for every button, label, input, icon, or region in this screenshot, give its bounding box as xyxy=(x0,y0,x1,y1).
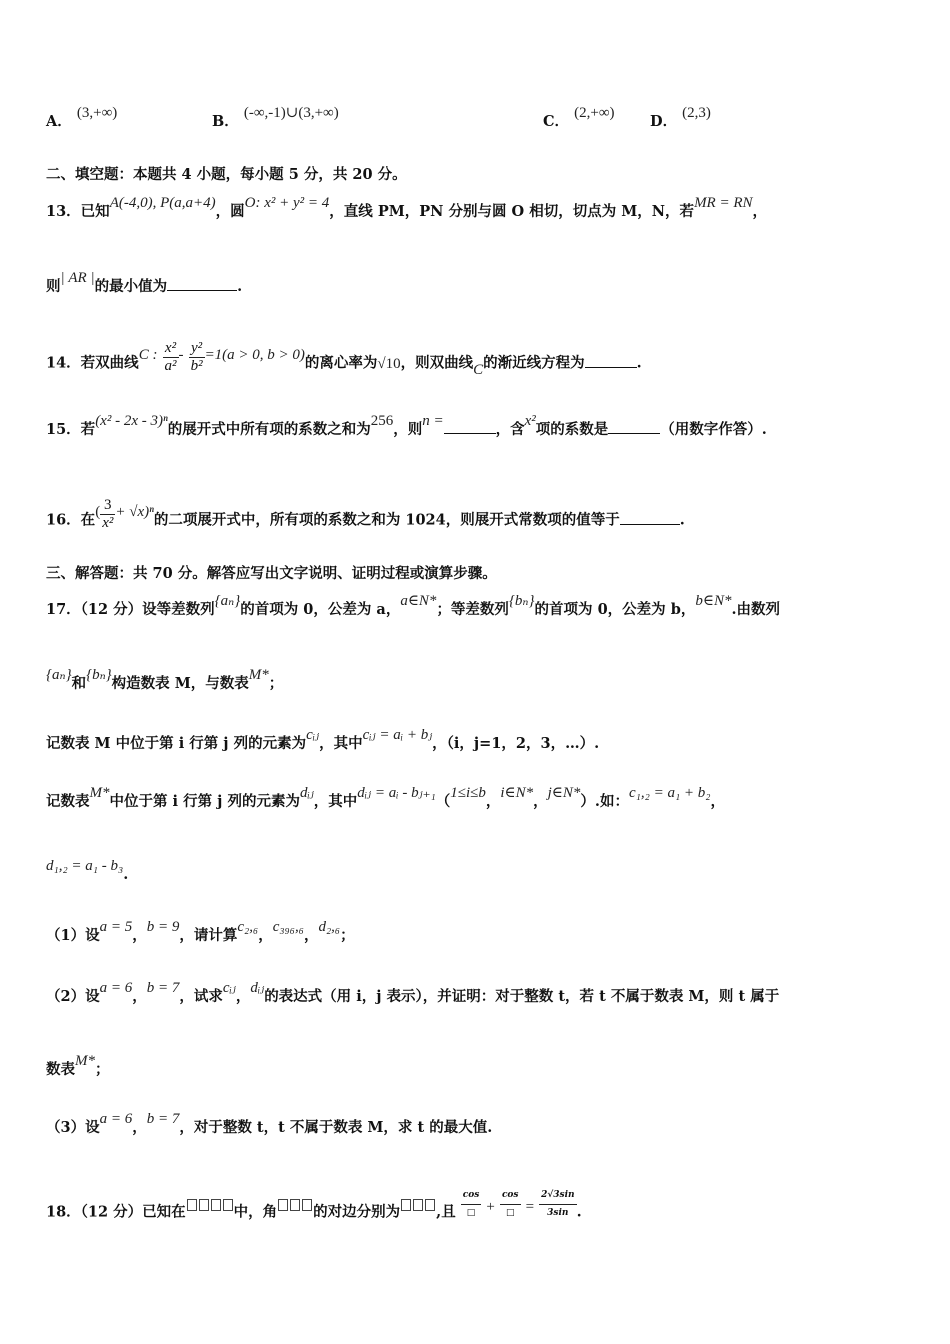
question-13-line-2 xyxy=(46,270,950,296)
q13-line2-pre: 则 xyxy=(46,278,61,295)
q17-p1-sep2: ， xyxy=(258,927,273,944)
q13-t3: ， xyxy=(752,203,768,220)
q18-eq: = xyxy=(525,1198,535,1215)
q18-side-glyph-1 xyxy=(401,1199,411,1211)
q15-t2: ，则 xyxy=(393,421,423,438)
option-a-label: A． xyxy=(46,113,72,130)
question-18 xyxy=(46,1190,950,1230)
q13-answer-blank[interactable] xyxy=(167,276,237,291)
q14-answer-blank[interactable] xyxy=(585,353,637,368)
q14-curve: C : xyxy=(138,346,158,363)
q17-l4-text-b: 中位于第 i 行第 j 列的元素为 xyxy=(109,793,300,810)
q17-l4-text-a: 记数表 xyxy=(46,793,90,810)
q18-missing-glyph-2 xyxy=(199,1199,209,1211)
q18-angle-text: 中，角 xyxy=(233,1203,278,1221)
q17-l3-where: ，其中 xyxy=(319,735,363,752)
q17-l3-range: ，（i，j=1，2，3，…）. xyxy=(432,735,600,752)
q17-p1-a: a = 5 xyxy=(99,919,133,935)
q17-l3-cij: cᵢⱼ xyxy=(306,727,320,743)
question-14 xyxy=(46,340,950,381)
q17-a-in-n: a∈N* xyxy=(400,593,437,609)
q17-l4-where: ，其中 xyxy=(313,793,358,810)
q18-frac-rhs: $\frac{2√3\sin}{3\sin}$ xyxy=(539,1187,576,1222)
q17-part-1 xyxy=(46,919,950,945)
q13-t2: ，直线 PM，PN 分别与圆 O 相切，切点为 M，N，若 xyxy=(329,203,695,220)
q18-angle-glyph-1 xyxy=(278,1199,288,1211)
question-17-line-4 xyxy=(46,785,950,811)
option-b-label: B． xyxy=(212,113,239,130)
q14-frac-x: $\frac{\text{x²}}{\text{a²}}$ xyxy=(164,340,177,374)
q14-frac-y: $\frac{\text{y²}}{\text{b²}}$ xyxy=(190,340,203,374)
q14-eq: =1(a > 0, b > 0) xyxy=(204,346,305,363)
q17-p2-find: ，试求 xyxy=(179,988,223,1005)
q17-l3-text: 记数表 M 中位于第 i 行第 j 列的元素为 xyxy=(46,735,307,752)
option-a-value: (3,+∞) xyxy=(76,105,118,121)
q17-text-d: 的首项为 0，公差为 b， xyxy=(534,601,696,618)
q16-rest: + √x)ⁿ xyxy=(115,503,154,520)
q18-angle-glyph-2 xyxy=(290,1199,300,1211)
q18-side-glyph-3 xyxy=(425,1199,435,1211)
q17-b-in-n: b∈N* xyxy=(695,593,732,609)
q16-frac: $\frac{3}{\text{x²}}$ xyxy=(102,497,114,531)
q18-end: . xyxy=(576,1203,582,1221)
q17-p3-b: b = 7 xyxy=(146,1111,180,1127)
question-17-line-1 xyxy=(46,593,950,619)
option-c-label: C． xyxy=(543,113,570,130)
section-2-heading: 二、填空题：本题共 4 小题，每小题 5 分，共 20 分。 xyxy=(46,166,407,183)
option-d-label: D． xyxy=(650,113,678,130)
q17-text-b: 的首项为 0，公差为 a， xyxy=(240,601,401,618)
q17-part-2-line-2 xyxy=(46,1053,950,1079)
q17-l4-example: c₁,₂ = a₁ + b₂ xyxy=(628,785,711,801)
q17-p2-a: a = 6 xyxy=(99,980,133,996)
q17-l5-end: . xyxy=(123,866,129,883)
q17-p2-label: （2）设 xyxy=(46,988,100,1005)
q17-p2-dij: dᵢⱼ xyxy=(250,980,265,996)
q17-p1-sep3: ， xyxy=(303,927,319,944)
q17-p2-mstar: M* xyxy=(75,1053,95,1069)
q16-num: 16．在 xyxy=(46,511,96,529)
question-16 xyxy=(46,497,950,538)
q17-l2-mstar: M* xyxy=(248,667,269,683)
q17-p2-sep1: ， xyxy=(132,988,147,1005)
q17-text-c: ；等差数列 xyxy=(436,601,509,618)
q13-end: . xyxy=(237,278,243,295)
q17-p3-sep1: ， xyxy=(132,1119,147,1136)
option-c-value: (2,+∞) xyxy=(574,105,615,121)
q13-num: 13．已知 xyxy=(46,203,110,220)
q18-missing-glyph-1 xyxy=(187,1199,197,1211)
q17-seq-b: {bₙ} xyxy=(508,593,535,609)
q13-points: A(-4,0), P(a,a+4) xyxy=(109,195,216,211)
q13-ar: | AR | xyxy=(60,270,95,286)
q17-l2-seq-a: {aₙ} xyxy=(46,667,72,683)
q15-t1: 的展开式中所有项的系数之和为 xyxy=(167,421,371,438)
q15-sum: 256 xyxy=(370,413,394,429)
option-c xyxy=(543,105,615,131)
q17-l4-j-in: j∈N* xyxy=(547,785,581,801)
q14-c: C xyxy=(473,361,484,378)
q17-l4-sep1: ， xyxy=(485,793,501,810)
section-3-heading: 三、解答题：共 70 分。解答应写出文字说明、证明过程或演算步骤。 xyxy=(46,565,497,582)
q17-seq-a: {aₙ} xyxy=(214,593,241,609)
q18-angle-glyph-3 xyxy=(302,1199,312,1211)
q14-end: . xyxy=(636,354,642,372)
q17-l4-comma: ， xyxy=(710,793,725,810)
q17-p1-label: （1）设 xyxy=(46,927,100,944)
q18-side-glyph-2 xyxy=(413,1199,423,1211)
option-b xyxy=(212,105,339,131)
q14-minus: - xyxy=(178,346,184,363)
q17-p1-end: ； xyxy=(340,927,355,944)
q14-t1: 的离心率为 xyxy=(304,354,378,372)
q17-l4-eg: ）.如： xyxy=(580,793,629,810)
q17-part-3 xyxy=(46,1111,950,1137)
option-b-value: (-∞,-1)∪(3,+∞) xyxy=(243,105,339,121)
q16-t1: 的二项展开式中，所有项的系数之和为 1024，则展开式常数项的值等于 xyxy=(153,511,620,529)
q15-num: 15．若 xyxy=(46,421,96,438)
q18-intro: 18．（12 分）已知在 xyxy=(46,1203,186,1221)
question-15 xyxy=(46,413,950,439)
q17-l4-dij: dᵢⱼ xyxy=(299,785,314,801)
q16-end: . xyxy=(679,511,685,529)
q17-p1-sep1: ， xyxy=(132,927,147,944)
q18-missing-glyph-4 xyxy=(223,1199,233,1211)
q14-t3: 的渐近线方程为 xyxy=(483,354,585,372)
q17-p3-text: ，对于整数 t，t 不属于数表 M，求 t 的最大值. xyxy=(179,1119,493,1136)
q17-l4-lparen: （ xyxy=(435,793,451,810)
q17-p2-sep2: ， xyxy=(235,988,251,1005)
q15-x2: x² xyxy=(524,413,536,429)
q18-frac-1: $\frac{\cos}{□}$ xyxy=(461,1187,482,1222)
q17-intro: 17．（12 分）设等差数列 xyxy=(46,601,215,618)
q15-answer-blank-2[interactable] xyxy=(608,419,660,434)
q15-expr: (x² - 2x - 3)ⁿ xyxy=(95,413,168,429)
q17-p1-c26: c₂,₆ xyxy=(237,919,259,935)
question-17-line-5 xyxy=(46,858,950,884)
q17-l5-example: d₁,₂ = a₁ - b₃ xyxy=(46,858,124,874)
q18-missing-glyph-3 xyxy=(211,1199,221,1211)
q13-condition: MR = RN xyxy=(694,195,753,211)
q14-ecc: √10 xyxy=(377,355,401,372)
q17-p2-b: b = 7 xyxy=(146,980,180,996)
q18-and: ,且 xyxy=(436,1203,456,1221)
q13-circle: O: x² + y² = 4 xyxy=(244,195,330,211)
question-13 xyxy=(46,195,950,221)
q17-l4-sep2: ， xyxy=(533,793,548,810)
q15-n: n = xyxy=(422,413,444,429)
q13-line2-post: 的最小值为 xyxy=(94,278,168,295)
q16-lp: ( xyxy=(95,503,101,520)
q17-l2-and: 和 xyxy=(71,675,87,692)
question-17-line-3 xyxy=(46,727,950,753)
q15-t5: （用数字作答）. xyxy=(660,421,767,438)
q17-l3-formula: cᵢⱼ = aᵢ + bⱼ xyxy=(362,727,433,743)
q18-frac-2: $\frac{\cos}{□}$ xyxy=(500,1187,521,1222)
option-d xyxy=(650,105,711,131)
q17-p3-label: （3）设 xyxy=(46,1119,100,1136)
question-17-line-2 xyxy=(46,667,950,693)
q17-l2-text: 构造数表 M，与数表 xyxy=(111,675,249,692)
q17-l4-i-in: i∈N* xyxy=(500,785,534,801)
q17-p3-a: a = 6 xyxy=(99,1111,133,1127)
q15-t4: 项的系数是 xyxy=(535,421,609,438)
q18-sides-text: 的对边分别为 xyxy=(313,1203,401,1221)
q14-num: 14．若双曲线 xyxy=(46,354,139,372)
q17-p1-c3966: c₃₉₆,₆ xyxy=(272,919,304,935)
option-d-value: (2,3) xyxy=(682,105,711,121)
q15-t3: ，含 xyxy=(495,421,525,438)
q16-answer-blank[interactable] xyxy=(620,510,680,525)
option-a xyxy=(46,105,118,131)
q17-p1-d26: d₂,₆ xyxy=(318,919,341,935)
q17-p2-l2-text: 数表 xyxy=(46,1061,75,1078)
q17-p2-l2-end: ； xyxy=(95,1061,110,1078)
q17-p1-compute: ，请计算 xyxy=(179,927,238,944)
q17-p2-text: 的表达式（用 i，j 表示），并证明：对于整数 t，若 t 不属于数表 M，则 t 属于 xyxy=(264,988,780,1005)
q17-l2-seq-b: {bₙ} xyxy=(86,667,112,683)
q17-l4-formula: dᵢⱼ = aᵢ - bⱼ₊₁ xyxy=(357,785,436,801)
q14-t2: ，则双曲线 xyxy=(400,354,474,372)
q13-t1: ，圆 xyxy=(215,203,245,220)
q17-part-2 xyxy=(46,980,950,1006)
q17-l4-mstar: M* xyxy=(89,785,110,801)
q17-p1-b: b = 9 xyxy=(146,919,180,935)
q17-text-e: .由数列 xyxy=(731,601,781,618)
q17-l4-range: 1≤i≤b xyxy=(450,785,486,801)
q17-p2-cij: cᵢⱼ xyxy=(222,980,236,996)
q15-answer-blank-1[interactable] xyxy=(444,419,496,434)
q17-l2-end: ； xyxy=(268,675,284,692)
q18-plus: + xyxy=(486,1198,495,1215)
